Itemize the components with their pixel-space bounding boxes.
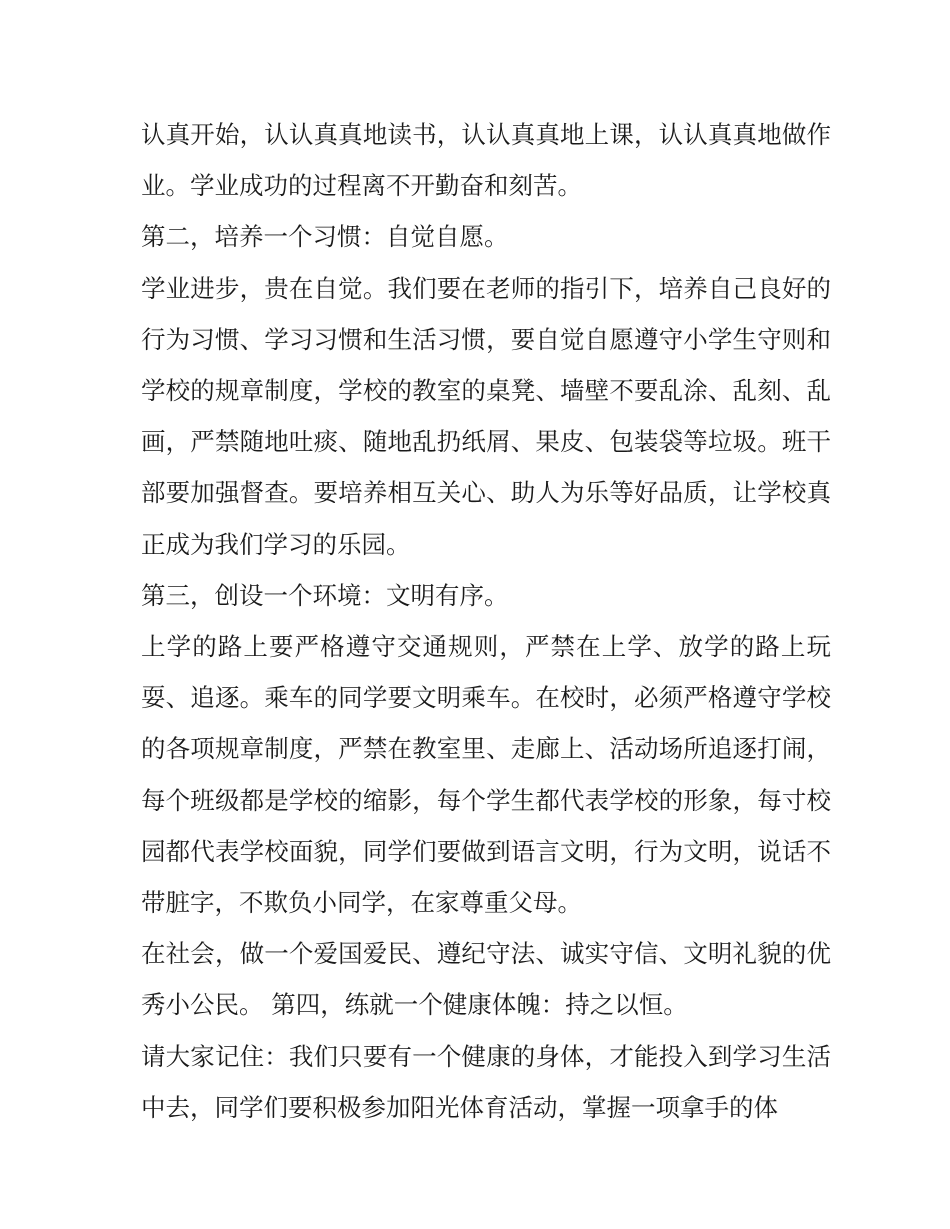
- paragraph-self-discipline: 学业进步，贵在自觉。我们要在老师的指引下，培养自己良好的行为习惯、学习习惯和生活习惯，要自觉自愿遵守小学生守则和学校的规章制度，学校的教室的桌凳、墙壁不要乱涂、乱刻、乱画，严禁随地吐痰、随地乱扔纸屑、果皮、包装袋等垃圾。班干部要加强督查。要培养相互关心、助人为乐等好品质，让学校真正成为我们学习的乐园。: [141, 273, 831, 559]
- paragraph-good-citizen: 在社会，做一个爱国爱民、遵纪守法、诚实守信、文明礼貌的优秀小公民。 第四，练就一个健康体魄：持之以恒。: [141, 939, 831, 1020]
- paragraph-healthy-body: 请大家记住：我们只要有一个健康的身体，才能投入到学习生活中去，同学们要积极参加阳光体育活动，掌握一项拿手的体: [141, 1041, 831, 1122]
- paragraph-study-diligently: 认真开始，认认真真地读书，认认真真地上课，认认真真地做作业。学业成功的过程离不开勤奋和刻苦。: [141, 120, 831, 201]
- heading-second-point: 第二，培养一个习惯：自觉自愿。: [141, 222, 509, 252]
- paragraph-civilized-order: 上学的路上要严格遵守交通规则，严禁在上学、放学的路上玩耍、追逐。乘车的同学要文明乘车。在校时，必须严格遵守学校的各项规章制度，严禁在教室里、走廊上、活动场所追逐打闹，每个班级都是学校的缩影，每个学生都代表学校的形象，每寸校园都代表学校面貌，同学们要做到语言文明，行为文明，说话不带脏字，不欺负小同学，在家尊重父母。: [141, 632, 831, 918]
- heading-third-point: 第三，创设一个环境：文明有序。: [141, 580, 509, 610]
- document-body: [141, 109, 831, 1133]
